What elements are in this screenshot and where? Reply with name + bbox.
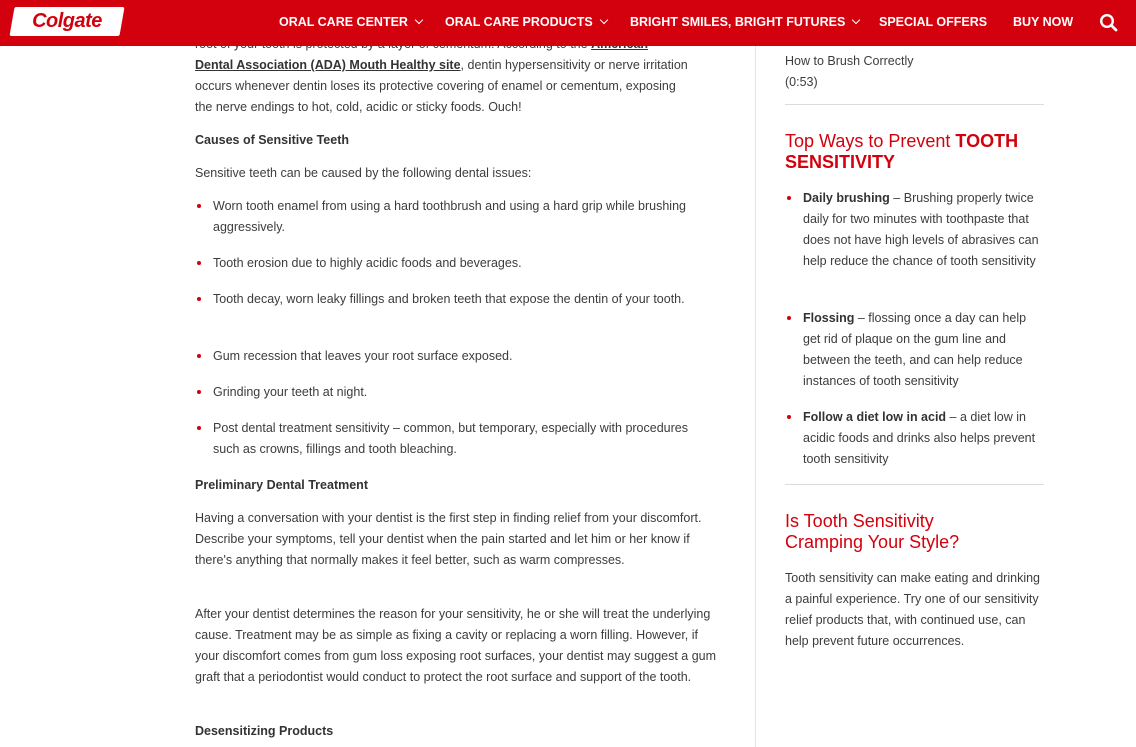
list-item-title: Daily brushing (803, 191, 890, 205)
list-item-text: Tooth erosion due to highly acidic foods and beverages. (213, 256, 522, 270)
list-item-text: – Brushing properly twice daily for two minutes with toothpaste that does not have high levels of abrasives can help reduce the chance of tooth sensitivity (803, 191, 1039, 268)
cramping-heading: Is Tooth Sensitivity Cramping Your Style? (785, 511, 960, 552)
chevron-down-icon (415, 16, 423, 24)
list-item (785, 308, 1045, 392)
intro-text-2: occurs whenever dentin loses its protective covering of enamel or cementum, exposing (195, 79, 676, 93)
list-item (195, 253, 713, 274)
colgate-logo[interactable] (9, 7, 124, 36)
list-item (195, 346, 713, 367)
heading-bold: TOOTH SENSITIVITY (785, 131, 1019, 172)
bullet-icon (197, 354, 201, 358)
nav-label: BUY NOW (1013, 15, 1074, 29)
causes-heading: Causes of Sensitive Teeth (195, 133, 349, 147)
list-item-text: Grinding your teeth at night. (213, 385, 368, 399)
chevron-down-icon (852, 16, 860, 24)
video-duration: (0:53) (785, 75, 818, 89)
bullet-icon (197, 204, 201, 208)
site-header (0, 0, 1136, 46)
list-item-text: Tooth decay, worn leaky fillings and broken teeth that expose the dentin of your tooth. (213, 292, 685, 306)
nav-label: SPECIAL OFFERS (879, 15, 988, 29)
treatment-paragraph-1: Having a conversation with your dentist is the first step in finding relief from your discomfort. Describe your symptoms, tell your dentist when the pain started and let him or her know if there's anything that normally makes it feel better, such as warm compresses. (195, 511, 702, 567)
bullet-icon (197, 390, 201, 394)
list-item (785, 188, 1045, 272)
list-item-text: – a diet low in acidic foods and drinks also helps prevent tooth sensitivity (803, 410, 1036, 466)
logo-text: Colgate (32, 10, 102, 32)
nav-label: ORAL CARE CENTER (279, 15, 408, 29)
divider (785, 484, 1044, 485)
column-divider (755, 46, 756, 747)
list-item (785, 407, 1045, 470)
list-item-title: Flossing (803, 311, 855, 325)
causes-intro: Sensitive teeth can be caused by the following dental issues: (195, 166, 532, 180)
nav-oral-care-products[interactable] (445, 0, 607, 46)
bullet-icon (197, 261, 201, 265)
search-button[interactable] (1098, 12, 1120, 34)
list-item (195, 289, 713, 310)
nav-oral-care-center[interactable] (279, 0, 422, 46)
ada-mouth-healthy-link[interactable]: Dental Association (ADA) Mouth Healthy site (195, 58, 461, 72)
divider (785, 104, 1044, 105)
prevent-sensitivity-heading (785, 131, 1045, 173)
nav-special-offers[interactable] (879, 0, 987, 46)
list-item (195, 382, 713, 403)
list-item (195, 418, 713, 460)
nav-bright-smiles[interactable] (630, 0, 859, 46)
nav-label: BRIGHT SMILES, BRIGHT FUTURES (630, 15, 846, 29)
bullet-icon (197, 426, 201, 430)
bullet-icon (787, 316, 791, 320)
bullet-icon (787, 415, 791, 419)
list-item-text: Worn tooth enamel from using a hard toothbrush and using a hard grip while brushing aggressively. (213, 199, 686, 234)
bullet-icon (787, 196, 791, 200)
bullet-icon (197, 297, 201, 301)
heading-plain: Top Ways to Prevent (785, 131, 956, 151)
video-title[interactable]: How to Brush Correctly (785, 54, 914, 68)
cramping-text: Tooth sensitivity can make eating and drinking a painful experience. Try one of our sensitivity relief products that, with continued use, can help prevent future occurrences. (785, 571, 1041, 648)
nav-buy-now[interactable] (1013, 0, 1073, 46)
treatment-heading: Preliminary Dental Treatment (195, 478, 368, 492)
intro-paragraph (195, 55, 725, 118)
list-item-text: Gum recession that leaves your root surface exposed. (213, 349, 513, 363)
chevron-down-icon (599, 16, 607, 24)
intro-text-3: the nerve endings to hot, cold, acidic or sticky foods. Ouch! (195, 100, 522, 114)
desensitizing-heading: Desensitizing Products (195, 724, 334, 738)
search-icon (1098, 12, 1120, 34)
list-item-text: – flossing once a day can help get rid of plaque on the gum line and between the teeth, and can help reduce instances of tooth sensitivity (803, 311, 1027, 388)
treatment-paragraph-2: After your dentist determines the reason for your sensitivity, he or she will treat the underlying cause. Treatment may be as simple as fixing a cavity or replacing a worn filling. However, if your discomfort comes from gum loss exposing root surfaces, your dentist may suggest a gum graft that a periodontist would conduct to protect the root surface and support of the tooth. (195, 607, 717, 684)
list-item-text: Post dental treatment sensitivity – common, but temporary, especially with procedures such as crowns, fillings and tooth bleaching. (213, 421, 688, 456)
nav-label: ORAL CARE PRODUCTS (445, 15, 593, 29)
list-item (195, 196, 713, 238)
intro-text-1: , dentin hypersensitivity or nerve irritation (460, 58, 688, 72)
list-item-title: Follow a diet low in acid (803, 410, 947, 424)
